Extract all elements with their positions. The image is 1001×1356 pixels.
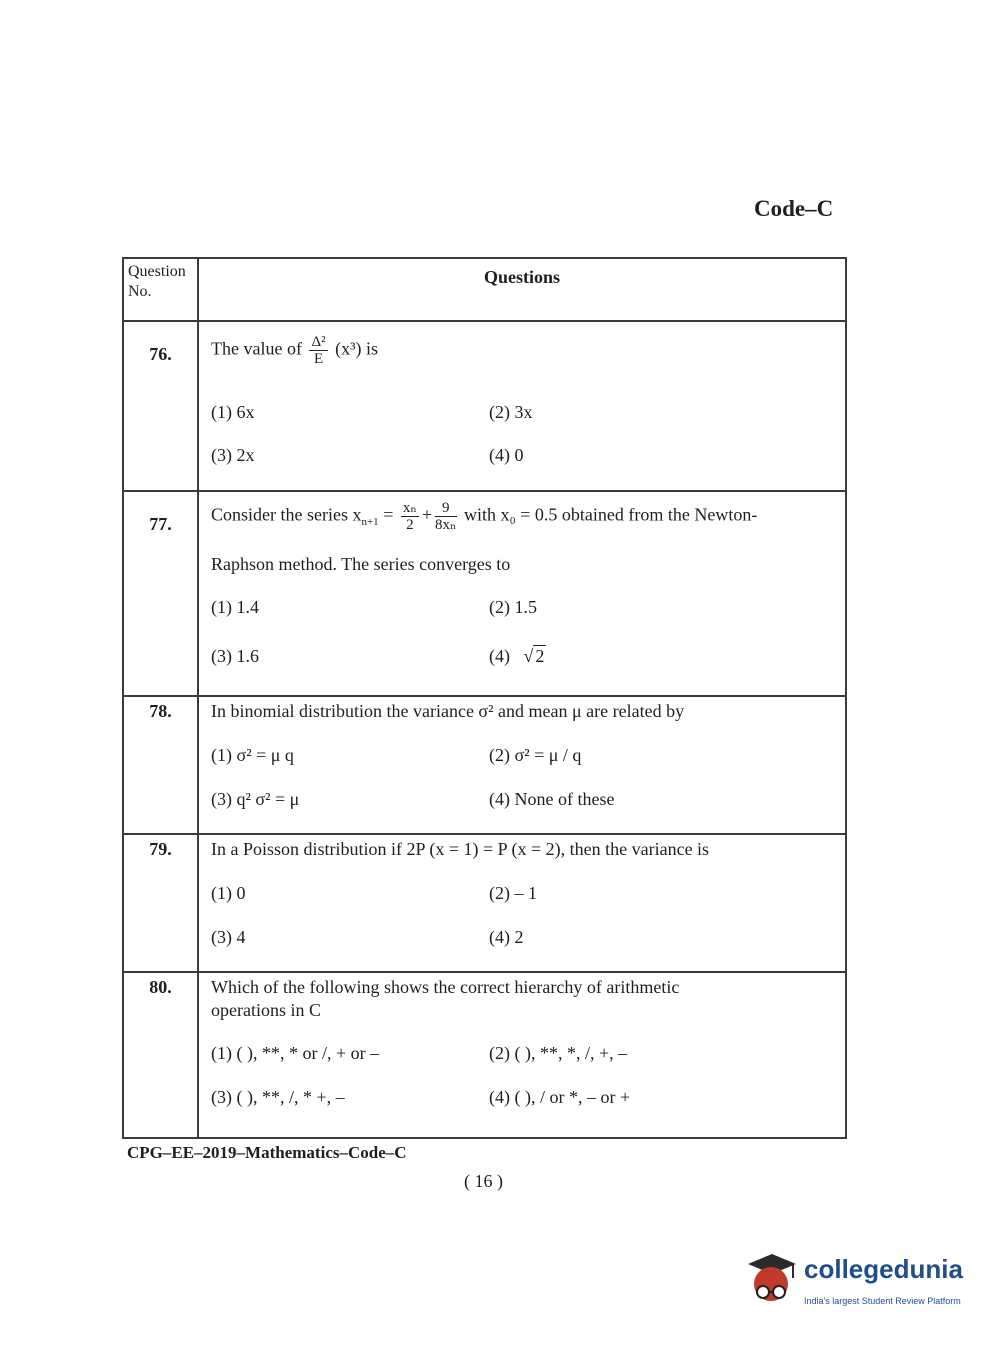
question-stem: The value of $\frac{\text{Δ²}}{E}$ (x³) is bbox=[211, 334, 379, 367]
option-4: (4) √ 2 bbox=[489, 646, 545, 666]
page-number: ( 16 ) bbox=[464, 1171, 503, 1191]
question-row-80 bbox=[124, 973, 845, 1137]
logo-name: collegedunia bbox=[804, 1254, 963, 1284]
option-2: (2) ( ), **, *, /, +, – bbox=[489, 1043, 628, 1063]
option-1: (1) σ² = μ q bbox=[211, 745, 294, 765]
question-stem-line2: operations in C bbox=[211, 1000, 321, 1020]
option-2: (2) – 1 bbox=[489, 883, 537, 903]
question-number: 76. bbox=[149, 344, 172, 364]
option-1: (1) 1.4 bbox=[211, 597, 259, 617]
code-label: Code–C bbox=[754, 196, 834, 221]
table-header bbox=[124, 259, 845, 322]
option-1: (1) ( ), **, * or /, + or – bbox=[211, 1043, 380, 1063]
option-3: (3) ( ), **, /, * +, – bbox=[211, 1087, 345, 1107]
questions-table bbox=[122, 257, 847, 1139]
question-row-76 bbox=[124, 322, 845, 492]
option-1: (1) 6x bbox=[211, 402, 255, 422]
question-row-78 bbox=[124, 697, 845, 835]
option-3: (3) 4 bbox=[211, 927, 246, 947]
option-4: (4) None of these bbox=[489, 789, 615, 809]
question-number: 77. bbox=[149, 514, 172, 534]
fraction: $\frac{\text{Δ²}}{E}$ bbox=[311, 334, 326, 367]
option-3: (3) 2x bbox=[211, 445, 255, 465]
option-2: (2) 1.5 bbox=[489, 597, 537, 617]
option-4: (4) 0 bbox=[489, 445, 524, 465]
question-row-77 bbox=[124, 492, 845, 697]
option-3: (3) 1.6 bbox=[211, 646, 259, 666]
collegedunia-logo bbox=[742, 1252, 972, 1312]
question-row-79 bbox=[124, 835, 845, 973]
question-stem: Consider the series $x_{n+1}$ = $\frac{\text{xₙ}}{2}$ + $\frac{9}{\text{8xₙ}}$ with x₀ = 0.5 obtained from the Newton- bbox=[211, 500, 758, 533]
mascot-icon bbox=[742, 1252, 800, 1308]
option-4: (4) 2 bbox=[489, 927, 524, 947]
fraction: $\frac{9}{\text{8xₙ}}$ bbox=[435, 500, 457, 533]
option-2: (2) 3x bbox=[489, 402, 533, 422]
header-question-no: Question No. bbox=[124, 259, 199, 320]
option-3: (3) q² σ² = μ bbox=[211, 789, 300, 809]
question-number: 80. bbox=[149, 977, 172, 997]
question-number: 78. bbox=[149, 701, 172, 721]
question-stem: In binomial distribution the variance σ² and mean μ are related by bbox=[211, 701, 685, 721]
question-stem: Which of the following shows the correct hierarchy of arithmetic bbox=[211, 977, 680, 997]
option-1: (1) 0 bbox=[211, 883, 246, 903]
option-4: (4) ( ), / or *, – or + bbox=[489, 1087, 631, 1107]
footer-code: CPG–EE–2019–Mathematics–Code–C bbox=[127, 1143, 407, 1162]
header-questions: Questions bbox=[483, 267, 561, 287]
fraction: $\frac{\text{xₙ}}{2}$ bbox=[402, 500, 417, 533]
option-2: (2) σ² = μ / q bbox=[489, 745, 582, 765]
logo-tagline: India's largest Student Review Platform bbox=[804, 1296, 961, 1306]
question-stem: In a Poisson distribution if 2P (x = 1) = P (x = 2), then the variance is bbox=[211, 839, 710, 859]
question-stem-line2: Raphson method. The series converges to bbox=[211, 554, 511, 574]
sqrt-symbol: √ 2 bbox=[523, 646, 545, 666]
question-number: 79. bbox=[149, 839, 172, 859]
